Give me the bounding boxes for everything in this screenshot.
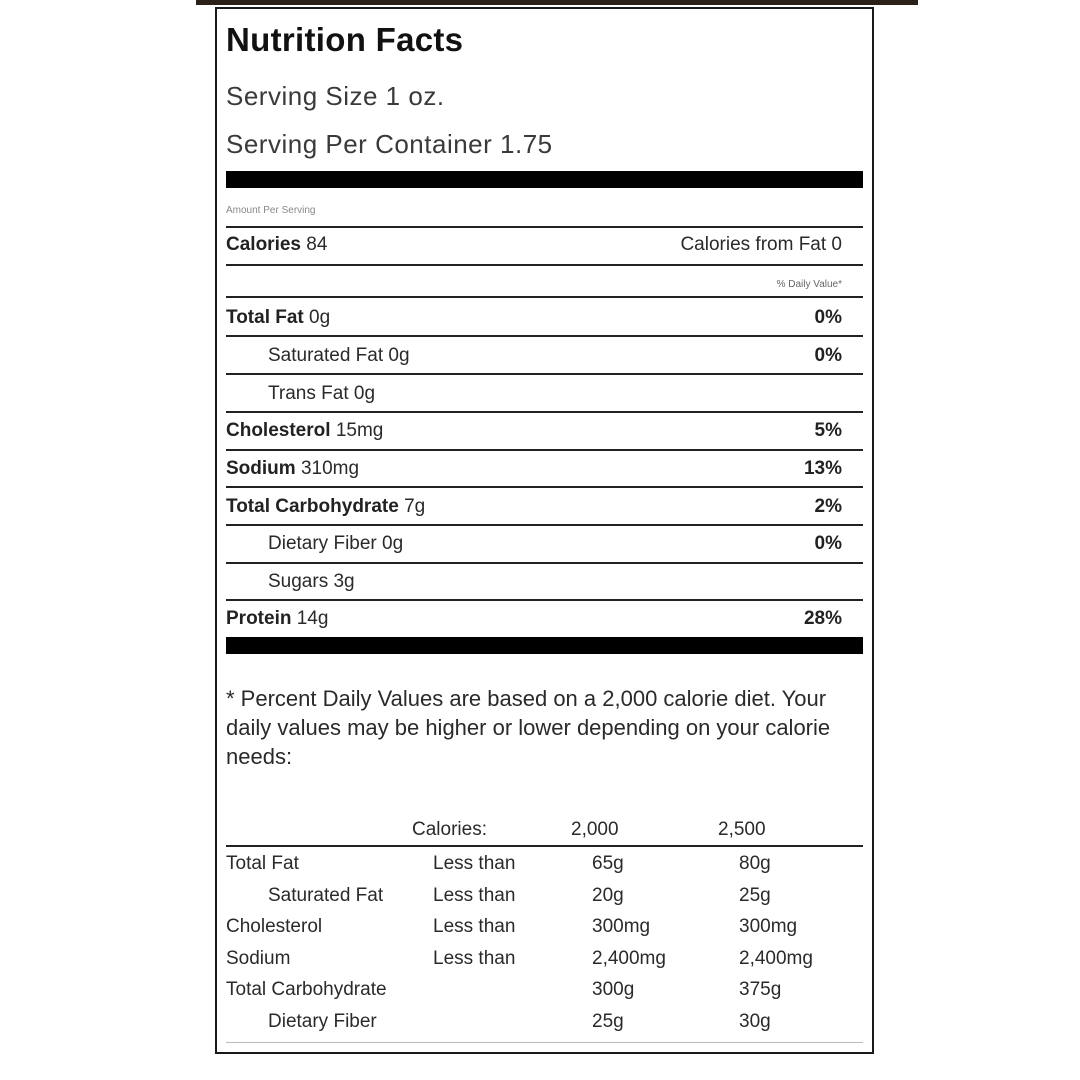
nutrient-amount: 15mg [335,420,384,441]
nutrient-dv: 0% [814,533,842,554]
divider [226,226,863,228]
nutrient-dv: 0% [814,307,842,328]
servings-per-container: Serving Per Container 1.75 [226,129,553,159]
daily-value-footnote: * Percent Daily Values are based on a 2,000 calorie diet. Your daily values may be higher or lower depending on your calorie needs: [226,686,831,769]
nutrient-dv: 13% [803,458,842,479]
divider [226,599,863,601]
divider [226,296,863,298]
nutrient-amount: 310mg [300,458,360,479]
ref-value-2500: 30g [739,1011,771,1032]
nutrient-dv: 28% [803,608,842,629]
ref-value-2500: 2,400mg [739,948,813,969]
nutrient-name: Sugars [268,571,329,592]
nutrition-facts-label [215,7,874,1054]
calories-label: Calories [226,234,301,255]
nutrient-amount: 0g [309,307,331,328]
bottom-divider [226,1042,863,1043]
divider [226,449,863,451]
serving-size: Serving Size 1 oz. [226,81,445,111]
ref-qualifier: Less than [433,916,516,937]
nutrient-amount: 0g [353,383,376,404]
nutrient-name: Sodium [226,458,296,479]
nutrient-name: Total Carbohydrate [226,496,399,517]
ref-header-2500: 2,500 [718,819,766,840]
nutrient-name: Total Fat [226,307,304,328]
divider [226,486,863,488]
ref-nutrient: Saturated Fat [268,885,384,906]
ref-header-calories: Calories: [412,819,487,840]
ref-qualifier: Less than [433,948,516,969]
nutrient-name: Trans Fat [268,383,349,404]
calories-from-fat: Calories from Fat 0 [680,234,842,255]
ref-nutrient: Dietary Fiber [268,1011,377,1032]
divider [226,845,863,847]
nutrient-name: Saturated Fat [268,345,384,366]
nutrient-dv: 2% [814,496,842,517]
thick-divider-bottom [226,637,863,654]
nutrient-amount: 14g [296,608,329,629]
ref-nutrient: Sodium [226,948,291,969]
divider [226,524,863,526]
nutrient-amount: 0g [382,533,404,554]
ref-value-2000: 300g [592,979,635,1000]
ref-value-2000: 65g [592,853,624,874]
ref-value-2500: 300mg [739,916,798,937]
calories-value: 84 [306,234,328,255]
ref-nutrient: Cholesterol [226,916,323,937]
nutrient-amount: 3g [333,571,355,592]
ref-value-2000: 25g [592,1011,624,1032]
nutrient-name: Dietary Fiber [268,533,377,554]
divider [226,335,863,337]
ref-value-2500: 80g [739,853,771,874]
ref-header-2000: 2,000 [571,819,619,840]
nutrient-dv: 0% [814,345,842,366]
divider [226,562,863,564]
ref-value-2500: 375g [739,979,782,1000]
ref-nutrient: Total Carbohydrate [226,979,387,1000]
ref-nutrient: Total Fat [226,853,299,874]
daily-value-header: % Daily Value* [776,279,842,290]
nutrient-name: Protein [226,608,292,629]
ref-value-2500: 25g [739,885,771,906]
ref-qualifier: Less than [433,853,516,874]
nutrient-dv: 5% [814,420,842,441]
nutrient-amount: 0g [388,345,410,366]
nutrient-amount: 7g [404,496,426,517]
ref-value-2000: 300mg [592,916,651,937]
nutrient-name: Cholesterol [226,420,331,441]
divider [226,373,863,375]
amount-per-serving: Amount Per Serving [226,205,316,216]
ref-value-2000: 20g [592,885,624,906]
divider [226,264,863,266]
label-title: Nutrition Facts [226,21,464,58]
ref-qualifier: Less than [433,885,516,906]
thick-divider-top [226,171,863,188]
top-border-bar [196,0,918,5]
divider [226,411,863,413]
ref-value-2000: 2,400mg [592,948,666,969]
